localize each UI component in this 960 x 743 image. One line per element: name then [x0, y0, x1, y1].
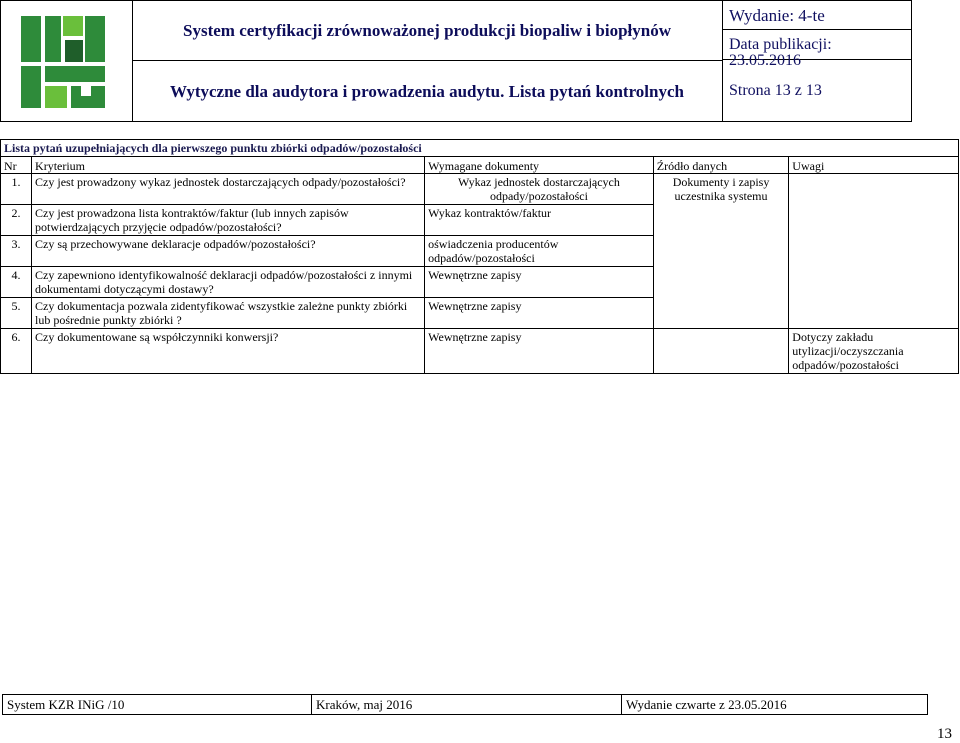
document-title: Wytyczne dla audytora i prowadzenia audytu. Lista pytań kontrolnych: [169, 81, 684, 101]
logo-cell: [1, 1, 133, 121]
header-nr: Nr: [1, 157, 32, 174]
row-nr: 2.: [1, 205, 32, 236]
row-source: Dokumenty i zapisy uczestnika systemu: [653, 174, 789, 329]
row-documents: oświadczenia producentów odpadów/pozostałości: [425, 236, 654, 267]
row-notes: [789, 174, 959, 329]
row-criterion: Czy zapewniono identyfikowalność deklaracji odpadów/pozostałości z innymi dokumentami dotyczącymi dostawy?: [32, 267, 425, 298]
row-nr: 5.: [1, 298, 32, 329]
publication-label: Data publikacji:: [729, 36, 832, 53]
row-criterion: Czy jest prowadzony wykaz jednostek dostarczających odpady/pozostałości?: [32, 174, 425, 205]
page-indicator: Strona 13 z 13: [729, 82, 822, 99]
header-notes: Uwagi: [789, 157, 959, 174]
meta-cell: [723, 1, 911, 121]
row-nr: 3.: [1, 236, 32, 267]
table-row: [1, 174, 959, 205]
edition-label: Wydanie: 4-te: [723, 1, 911, 30]
inig-logo-icon: [21, 16, 113, 108]
footer-system: System KZR INiG /10: [3, 695, 312, 714]
footer-edition: Wydanie czwarte z 23.05.2016: [626, 697, 787, 712]
row-criterion: Czy jest prowadzona lista kontraktów/faktur (lub innych zapisów potwierdzających przyjęcie odpadów/pozostałości?: [32, 205, 425, 236]
row-criterion: Czy dokumentowane są współczynniki konwersji?: [32, 329, 425, 374]
row-nr: 4.: [1, 267, 32, 298]
page-number: 13: [937, 726, 952, 742]
header-documents: Wymagane dokumenty: [425, 157, 654, 174]
publication-date: 23.05.2016: [729, 52, 801, 69]
row-documents: Wykaz kontraktów/faktur: [425, 205, 654, 236]
table-header-row: [1, 157, 959, 174]
row-notes: Dotyczy zakładu utylizacji/oczyszczania odpadów/pozostałości: [789, 329, 959, 374]
row-documents: Wewnętrzne zapisy: [425, 267, 654, 298]
row-source-empty: [653, 329, 789, 374]
document-header: [0, 0, 912, 122]
row-nr: 1.: [1, 174, 32, 205]
row-criterion: Czy dokumentacja pozwala zidentyfikować wszystkie zależne punkty zbiórki lub pośrednie punkty zbiórki ?: [32, 298, 425, 329]
row-documents: Wykaz jednostek dostarczających odpady/pozostałości: [425, 174, 654, 205]
row-documents: Wewnętrzne zapisy: [425, 329, 654, 374]
row-documents: Wewnętrzne zapisy: [425, 298, 654, 329]
header-source: Źródło danych: [653, 157, 789, 174]
title-cell: [132, 1, 723, 121]
table-title-row: [1, 140, 959, 157]
header-criterion: Kryterium: [32, 157, 425, 174]
row-criterion: Czy są przechowywane deklaracje odpadów/pozostałości?: [32, 236, 425, 267]
document-footer: [2, 694, 928, 715]
checklist-table: [0, 139, 959, 374]
footer-place: Kraków, maj 2016: [312, 695, 622, 714]
system-title: System certyfikacji zrównoważonej produkcji biopaliw i biopłynów: [183, 21, 671, 40]
table-title: Lista pytań uzupełniających dla pierwszego punktu zbiórki odpadów/pozostałości: [1, 140, 959, 157]
row-nr: 6.: [1, 329, 32, 374]
table-row: [1, 329, 959, 374]
